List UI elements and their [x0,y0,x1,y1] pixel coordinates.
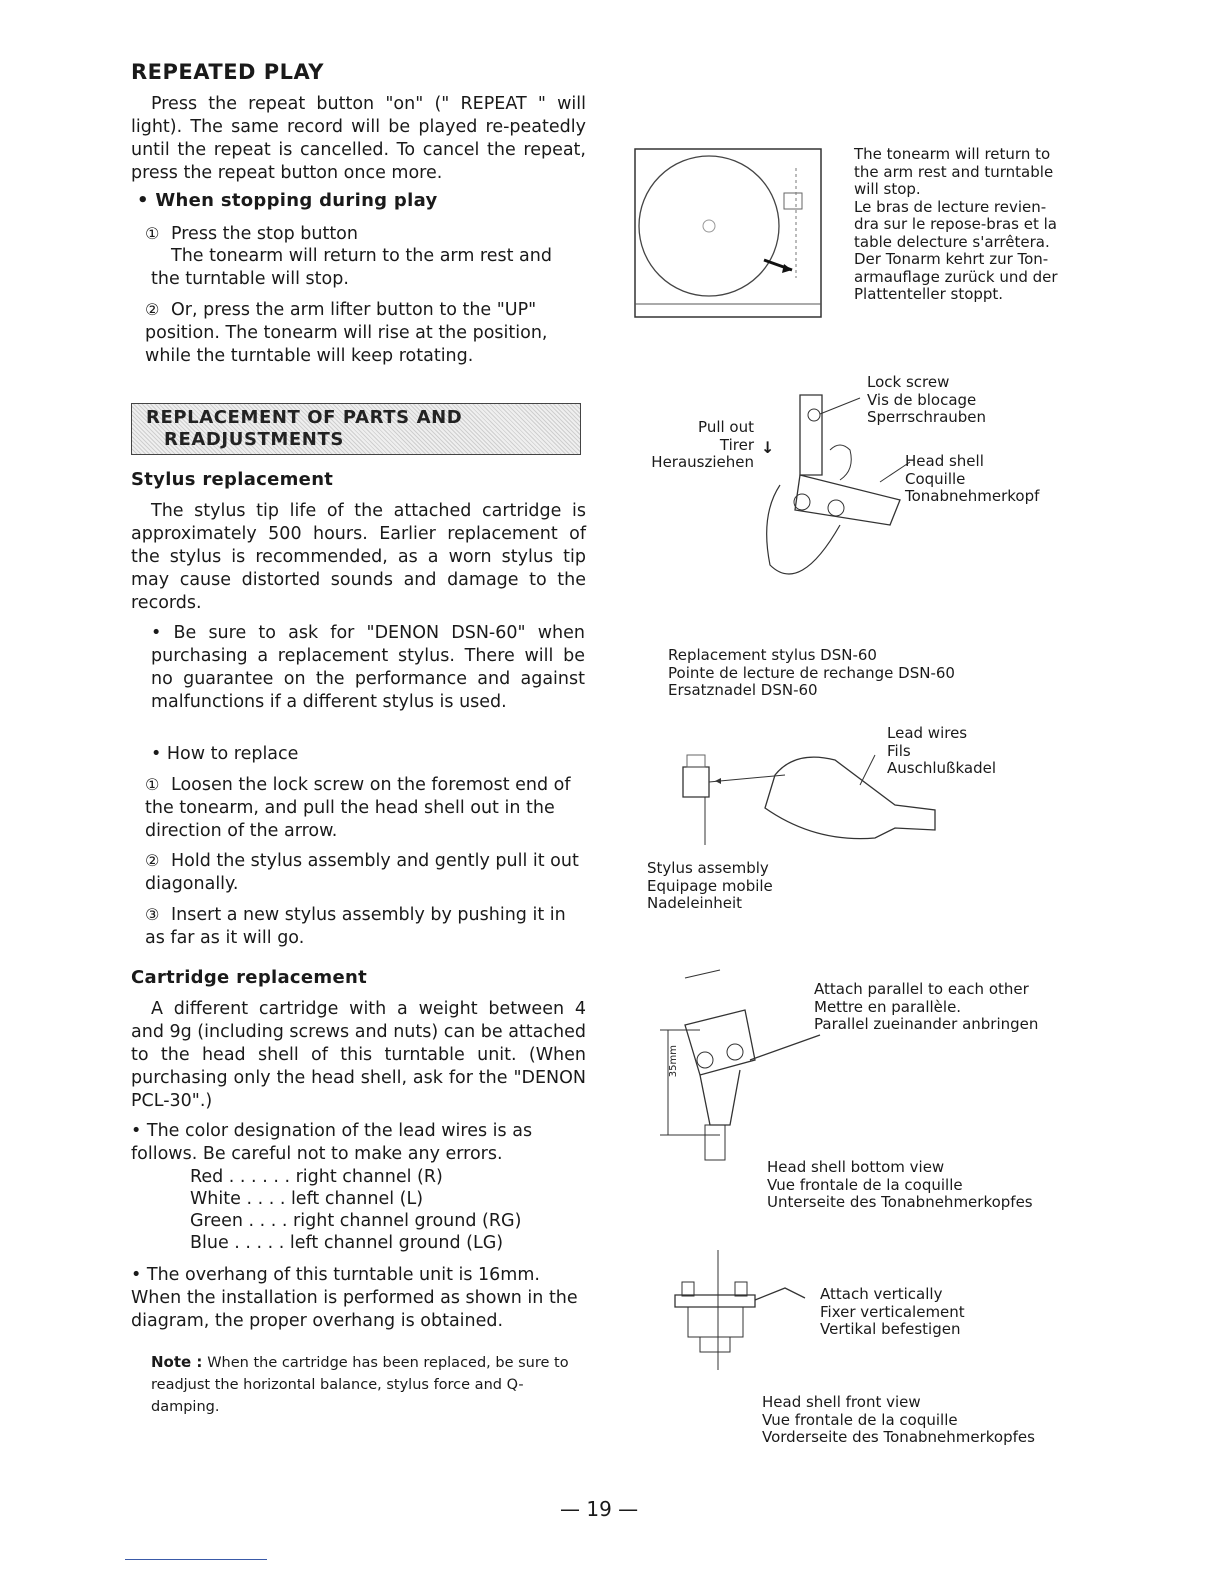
label-line: Parallel zueinander anbringen [814,1015,1039,1033]
attach-vertical-label [820,1286,965,1339]
section-title-repeated-play: REPEATED PLAY [131,60,325,84]
stylus-bullet-1: • Be sure to ask for "DENON DSN-60" when purchasing a replacement stylus. There will be no guarantee on the performance and against malfunctions if a different stylus is used. [151,623,585,712]
stopping-heading: • When stopping during play [137,190,438,211]
step-number: ② [145,851,160,870]
cartridge-title: Cartridge replacement [131,967,367,988]
banner-line-1: REPLACEMENT OF PARTS AND [146,407,463,428]
label-line: Replacement stylus DSN-60 [668,646,877,664]
cartridge-intro: A different cartridge with a weight between 4 and 9g (including screws and nuts) can be attached to the head shell of this turntable unit. (When purchasing only the head shell, ask for the "DENON PCL-30".) [131,999,586,1111]
note-text: When the cartridge has been replaced, be sure to readjust the horizontal balance, stylus force and Q-damping. [151,1355,569,1415]
replacement-stylus-label [668,647,955,700]
wire-green: Green . . . . right channel ground (RG) [190,1211,522,1231]
headshell-front-view-illustration [670,1250,815,1370]
section-banner [131,403,581,455]
label-line: Sperrschrauben [867,408,987,426]
step-text: Insert a new stylus assembly by pushing it in as far as it will go. [145,905,566,948]
label-line: Unterseite des Tonabnehmerkopfes [767,1193,1033,1211]
caption-line: armauflage zurück und der [854,267,1058,286]
wire-blue: Blue . . . . . left channel ground (LG) [190,1233,504,1253]
stylus-intro: The stylus tip life of the attached cartridge is approximately 500 hours. Earlier replacement of the stylus is recommended, as a worn stylus tip may cause distorted sounds and damage to the records. [131,501,586,613]
caption-line: Le bras de lecture revien- [854,197,1047,216]
label-line: Pull out [698,418,754,436]
step-text: Hold the stylus assembly and gently pull it out diagonally. [145,851,579,894]
caption-line: the arm rest and turntable [854,162,1054,181]
label-line: Lock screw [867,373,950,391]
wires-intro: • The color designation of the lead wires is as follows. Be careful not to make any errors. [131,1121,533,1164]
page-number: — 19 — [560,1497,639,1521]
step-number: ② [145,300,160,319]
footer-rule [125,1559,267,1560]
stop-step-1-text: The tonearm will return to the arm rest and the turntable will stop. [151,246,552,289]
label-line: Tonabnehmerkopf [905,487,1040,505]
label-line: Ersatznadel DSN-60 [668,681,818,699]
step-number: ① [145,224,160,243]
pull-out-label [640,419,754,472]
front-view-caption [762,1394,1035,1447]
label-line: Vertikal befestigen [820,1320,961,1338]
dimension-label: 35mm [668,1045,679,1078]
label-line: Head shell front view [762,1393,921,1411]
label-line: Fixer verticalement [820,1302,965,1321]
turntable-illustration [634,148,824,320]
label-line: Vue frontale de la coquille [767,1175,963,1194]
label-line: Herausziehen [651,453,754,471]
label-line: Head shell bottom view [767,1158,945,1176]
overhang-text: • The overhang of this turntable unit is 16mm. When the installation is performed as shown in the diagram, the proper overhang is obtained. [131,1265,578,1331]
head-shell-label [905,453,1039,506]
repeat-intro: Press the repeat button "on" (" REPEAT " will light). The same record will be played re-peatedly until the repeat is cancelled. To cancel the repeat, press the repeat button once more. [131,94,586,183]
step-number: ① [145,775,160,794]
label-line: Vorderseite des Tonabnehmerkopfes [762,1428,1035,1446]
note [151,1352,586,1418]
label-line: Tirer [719,435,754,454]
stop-step-1 [145,222,585,246]
caption-line: Plattenteller stoppt. [854,285,1004,303]
lock-screw-label [867,374,986,427]
label-line: Mettre en parallèle. [814,997,962,1016]
attach-parallel-label [814,981,1038,1034]
replace-step-3 [145,903,585,950]
step-title: Press the stop button [171,224,358,244]
label-line: Fils [887,741,911,760]
wire-list [190,1166,521,1254]
replace-step-1 [145,773,585,843]
stylus-bullet-2: • How to replace [151,744,299,764]
note-label: Note : [151,1353,203,1371]
label-line: Stylus assembly [647,859,769,877]
stop-step-2 [145,298,585,368]
label-line: Coquille [905,469,966,488]
bottom-view-caption [767,1159,1033,1212]
step-text: Loosen the lock screw on the foremost end of the tonearm, and pull the head shell out in the direction of the arrow. [145,775,571,841]
label-line: Attach parallel to each other [814,980,1029,998]
step-text: Or, press the arm lifter button to the "UP" position. The tonearm will rise at the position, while the turntable will keep rotating. [145,300,548,366]
label-line: Vue frontale de la coquille [762,1410,958,1429]
pull-arrow-icon: ↓ [761,438,775,457]
caption-line: Der Tonarm kehrt zur Ton- [854,250,1049,268]
label-line: Vis de blocage [867,390,977,409]
caption-line: The tonearm will return to [854,145,1051,163]
label-line: Nadeleinheit [647,894,743,912]
stylus-title: Stylus replacement [131,469,334,490]
wire-white: White . . . . left channel (L) [190,1189,424,1209]
caption-line: table delecture s'arrêtera. [854,232,1050,251]
label-line: Pointe de lecture de rechange DSN-60 [668,663,955,682]
stylus-assembly-label [647,860,773,913]
label-line: Lead wires [887,724,968,742]
wire-red: Red . . . . . . right channel (R) [190,1167,443,1187]
banner-line-2: READJUSTMENTS [164,429,344,450]
label-line: Attach vertically [820,1285,943,1303]
label-line: Auschlußkadel [887,759,996,777]
replace-step-2 [145,849,585,896]
caption-line: dra sur le repose-bras et la [854,215,1057,233]
caption-line: will stop. [854,180,921,198]
label-line: Equipage mobile [647,876,773,895]
step-number: ③ [145,905,160,924]
headshell-bottom-view-illustration [660,970,830,1170]
label-line: Head shell [905,452,984,470]
turntable-caption [854,146,1058,304]
lead-wires-label [887,725,996,778]
